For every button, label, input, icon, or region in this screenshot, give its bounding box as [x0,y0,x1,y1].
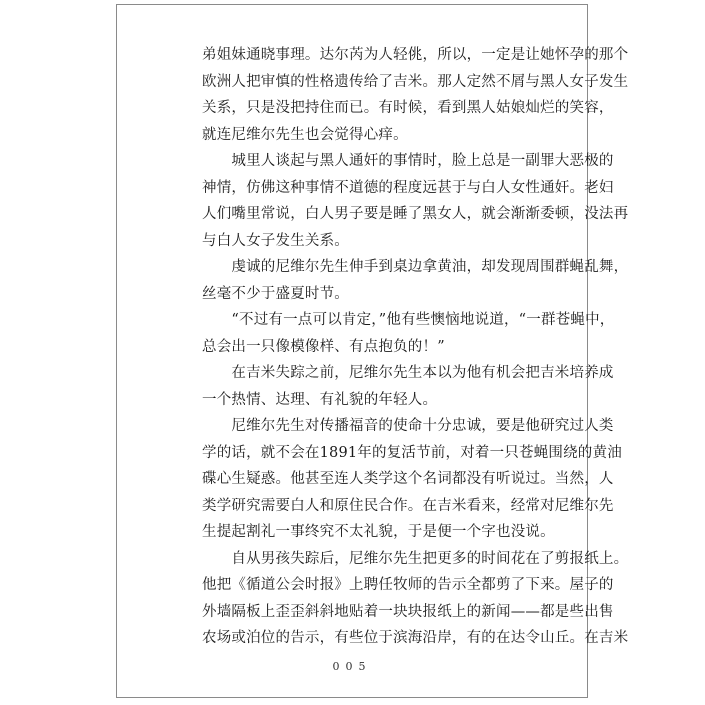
text-line: 他把《循道公会时报》上聘任牧师的告示全都剪了下来。屋子的 [202,577,614,593]
body-text [202,42,629,652]
text-line: 人们嘴里常说，白人男子要是睡了黑女人，就会渐渐委顿，没法再 [202,206,629,222]
text-line: 虔诚的尼维尔先生伸手到桌边拿黄油，却发现周围群蝇乱舞， [202,259,629,275]
text-line: 总会出一只像模像样、有点抱负的！” [202,338,445,355]
text-line: 农场或泊位的告示，有些位于滨海沿岸，有的在达令山丘。在吉米 [202,630,629,646]
text-line: 一个热情、达理、有礼貌的年轻人。 [202,391,438,408]
text-line: 欧洲人把审慎的性格遗传给了吉米。那人定然不屑与黑人女子发生 [202,73,629,90]
text-line: 在吉米失踪之前，尼维尔先生本以为他有机会把吉米培养成 [202,365,614,381]
text-line: 学的话，就不会在1891年的复活节前，对着一只苍蝇围绕的黄油 [202,444,622,461]
text-line: 神情，仿佛这种事情不道德的程度远甚于与白人女性通奸。老妇 [202,179,614,196]
text-line: “不过有一点可以肯定，”他有些懊恼地说道，“一群苍蝇中， [202,312,615,328]
text-line: 弟姐妹通晓事理。达尔芮为人轻佻，所以，一定是让她怀孕的那个 [202,47,629,63]
text-line: 城里人谈起与黑人通奸的事情时，脸上总是一副罪大恶极的 [202,153,614,169]
text-line: 生提起割礼一事终究不太礼貌，于是便一个字也没说。 [202,524,555,540]
text-line: 与白人女子发生关系。 [202,232,349,249]
page-number: 005 [332,660,372,673]
book-page [116,4,629,698]
text-line: 碟心生疑惑。他甚至连人类学这个名词都没有听说过。当然，人 [202,471,614,487]
text-line: 外墙隔板上歪歪斜斜地贴着一块块报纸上的新闻——都是些出售 [202,603,614,620]
text-line: 自从男孩失踪后，尼维尔先生把更多的时间花在了剪报纸上。 [202,550,629,567]
text-line: 尼维尔先生对传播福音的使命十分忠诚，要是他研究过人类 [202,418,614,434]
text-line: 关系，只是没把持住而已。有时候，看到黑人姑娘灿烂的笑容， [202,100,614,116]
text-line: 丝毫不少于盛夏时节。 [202,285,349,302]
text-line: 就连尼维尔先生也会觉得心痒。 [202,126,408,143]
text-line: 类学研究需要白人和原住民合作。在吉米看来，经常对尼维尔先 [202,497,614,514]
